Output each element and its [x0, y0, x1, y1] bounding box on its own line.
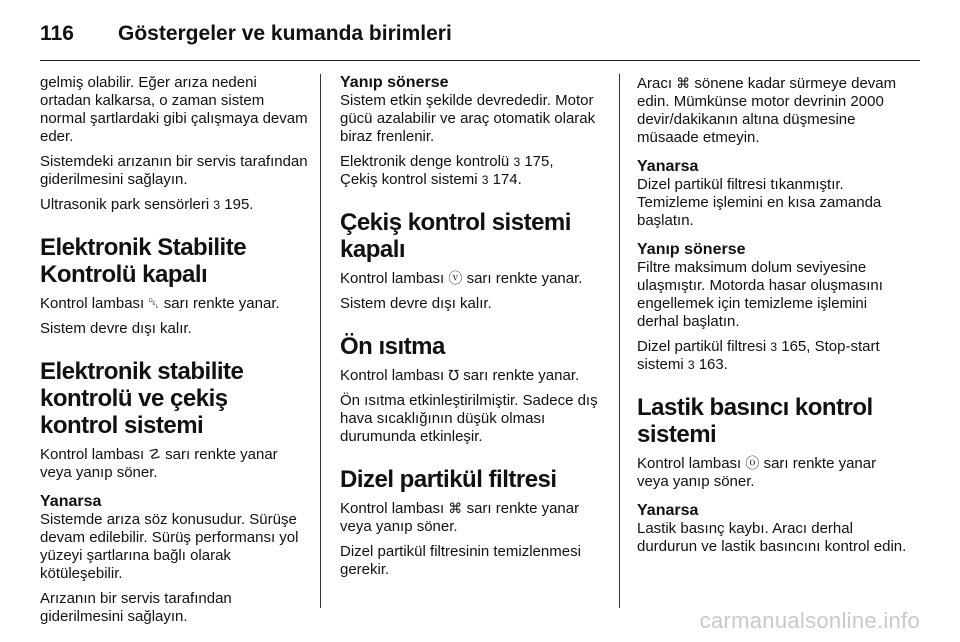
watermark: carmanualsonline.info: [699, 608, 920, 633]
esc-warning-icon: ☡: [148, 446, 161, 462]
subheading: Yanarsa: [637, 502, 699, 519]
paragraph: Kontrol lambası ⌘ sarı renkte yanar veya yanıp söner.: [340, 500, 580, 535]
page-ref-arrow-icon: 3: [481, 173, 489, 187]
column-divider-2: [619, 74, 620, 608]
traction-control-off-icon: ⓥ: [448, 270, 463, 286]
page-ref-arrow-icon: 3: [770, 340, 778, 354]
subheading: Yanıp sönerse: [637, 241, 746, 258]
page-ref-link[interactable]: 163.: [698, 356, 728, 373]
paragraph: Elektronik denge kontrolü 3 175, Çekiş kontrol sistemi 3 174.: [340, 153, 554, 188]
paragraph: Dizel partikül filtresinin temizlenmesi gerekir.: [340, 543, 581, 578]
column-3: [637, 74, 907, 563]
paragraph: Sistemdeki arızanın bir servis tarafından giderilmesini sağlayın.: [40, 153, 308, 188]
tire-pressure-warning-icon: ⓞ: [745, 455, 760, 471]
paragraph: Dizel partikül filtresi tıkanmıştır. Temizleme işlemini en kısa zamanda başlatın.: [637, 176, 882, 229]
page-ref-link[interactable]: 165, Stop-start: [781, 338, 880, 355]
paragraph: Kontrol lambası ␡ sarı renkte yanar.: [40, 295, 280, 312]
esc-off-warning-icon: ␡: [148, 295, 160, 311]
paragraph: Ön ısıtma etkinleştirilmiştir. Sadece dış hava sıcaklığının düşük olması durumunda etkinleşir.: [340, 392, 598, 445]
page-ref-link[interactable]: 195.: [224, 196, 254, 213]
glow-plug-preheat-icon: ℧: [448, 367, 460, 383]
page-ref-link[interactable]: 175,: [524, 153, 554, 170]
column-2: [340, 74, 606, 586]
subheading: Yanarsa: [40, 493, 102, 510]
section-heading: Ön ısıtma: [340, 333, 445, 360]
page-ref-link[interactable]: 174.: [492, 171, 522, 188]
paragraph: Sistem etkin şekilde devrededir. Motor gücü azalabilir ve araç otomatik olarak biraz frenlenir.: [340, 92, 596, 145]
paragraph: Ultrasonik park sensörleri 3 195.: [40, 196, 254, 213]
page-number: 116: [40, 22, 74, 45]
page-ref-arrow-icon: 3: [687, 358, 695, 372]
paragraph: Sistemde arıza söz konusudur. Sürüşe devam edilebilir. Sürüş performansı yol yüzeyi şartlarına bağlı olarak kötüleşebilir.: [40, 511, 299, 582]
page-ref-arrow-icon: 3: [213, 198, 221, 212]
paragraph: Filtre maksimum dolum seviyesine ulaşmıştır. Motorda hasar oluşmasını engellemek için temizleme işlemini derhal başlatın.: [637, 259, 883, 330]
page-header: [40, 22, 920, 62]
page-title: Göstergeler ve kumanda birimleri: [118, 22, 452, 45]
paragraph: Kontrol lambası ⓥ sarı renkte yanar.: [340, 270, 583, 287]
paragraph: Arızanın bir servis tarafından giderilmesini sağlayın.: [40, 590, 232, 625]
paragraph: Sistem devre dışı kalır.: [40, 320, 192, 337]
section-heading: Çekiş kontrol sistemi kapalı: [340, 209, 571, 263]
paragraph: Sistem devre dışı kalır.: [340, 295, 492, 312]
paragraph: Kontrol lambası ⓞ sarı renkte yanar veya yanıp söner.: [637, 455, 877, 490]
paragraph: Dizel partikül filtresi 3 165, Stop-start sistemi 3 163.: [637, 338, 880, 373]
column-divider-1: [320, 74, 321, 608]
column-1: [40, 74, 308, 633]
header-rule: [40, 60, 920, 61]
subheading: Yanarsa: [637, 158, 699, 175]
section-heading: Elektronik Stabilite Kontrolü kapalı: [40, 234, 247, 288]
section-heading: Dizel partikül filtresi: [340, 466, 557, 493]
paragraph: Kontrol lambası ☡ sarı renkte yanar veya yanıp söner.: [40, 446, 278, 481]
paragraph: Lastik basınç kaybı. Aracı derhal durdurun ve lastik basıncını kontrol edin.: [637, 520, 907, 555]
paragraph: Aracı ⌘ sönene kadar sürmeye devam edin. Mümkünse motor devrinin 2000 devir/dakikanın altına düşmesine müsaade etmeyin.: [637, 75, 897, 146]
paragraph: Kontrol lambası ℧ sarı renkte yanar.: [340, 367, 580, 384]
diesel-particulate-filter-icon: ⌘: [448, 500, 463, 516]
page-ref-arrow-icon: 3: [513, 155, 521, 169]
subheading: Yanıp sönerse: [340, 74, 449, 91]
section-heading: Elektronik stabilite kontrolü ve çekiş kontrol sistemi: [40, 358, 244, 439]
diesel-particulate-filter-icon: ⌘: [676, 75, 691, 91]
paragraph: gelmiş olabilir. Eğer arıza nedeni ortadan kalkarsa, o zaman sistem normal şartlardaki gibi çalışmaya devam eder.: [40, 74, 308, 145]
section-heading: Lastik basıncı kontrol sistemi: [637, 394, 873, 448]
